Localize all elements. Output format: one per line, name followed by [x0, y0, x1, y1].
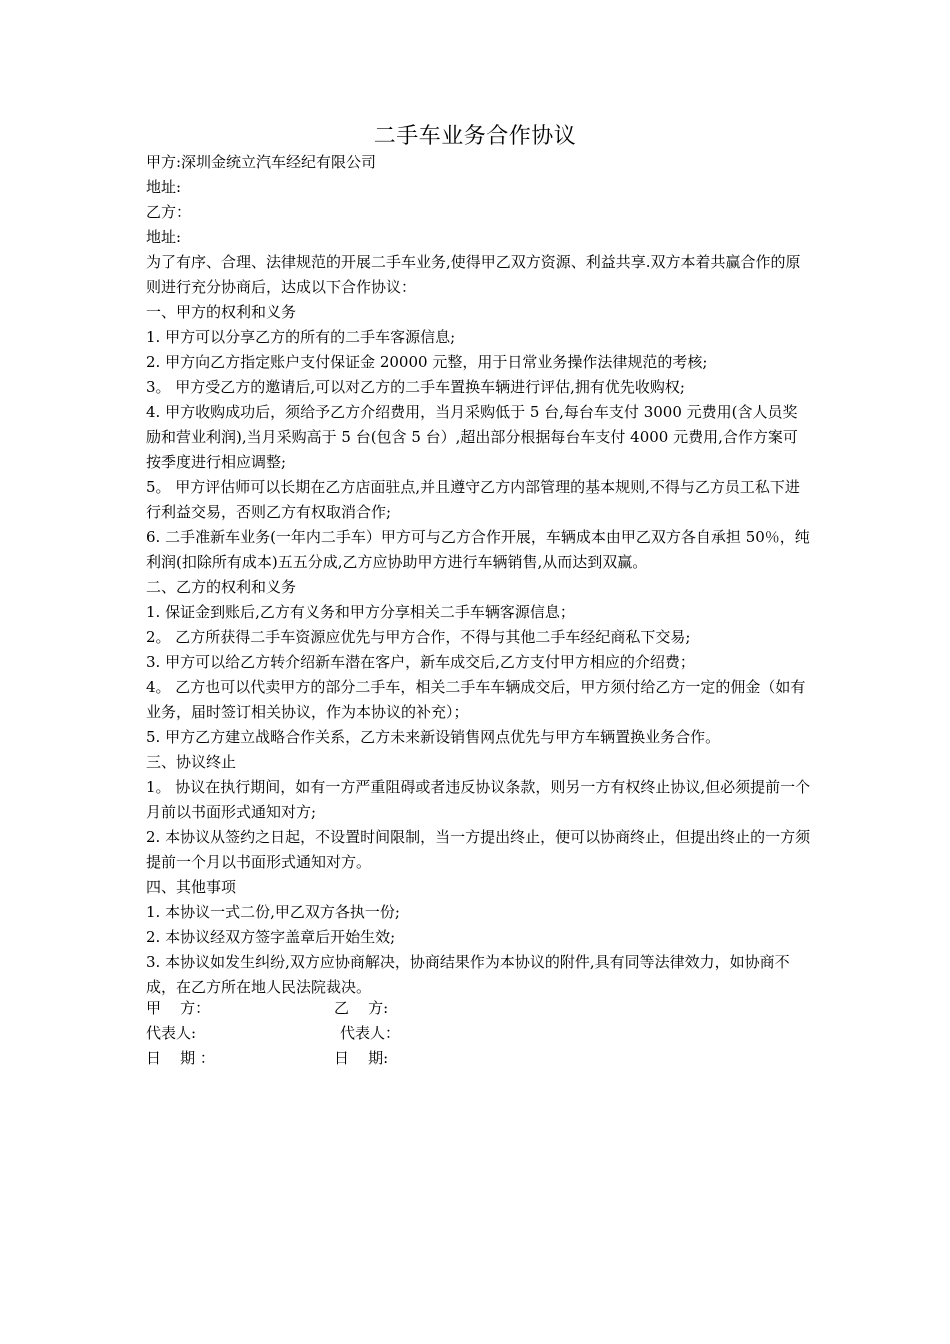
section-heading: 三、协议终止 — [146, 753, 237, 771]
party-a-address-line: 地址: — [146, 178, 182, 196]
document-title: 二手车业务合作协议 — [373, 124, 577, 149]
clause-item: 2. 本协议从签约之日起，不设置时间限制，当一方提出终止，便可以协商终止，但提出终止的一方须提前一个月以书面形式通知对方。 — [146, 828, 811, 871]
clause-item: 1. 保证金到账后,乙方有义务和甲方分享相关二手车辆客源信息； — [146, 603, 575, 621]
clause-item: 4。 乙方也可以代卖甲方的部分二手车，相关二手车车辆成交后，甲方须付给乙方一定的佣金（如有业务，届时签订相关协议，作为本协议的补充）； — [146, 678, 806, 721]
signature-row-representative — [146, 1021, 812, 1046]
party-a-date-label: 日 期 ： — [146, 1049, 215, 1067]
clause-item: 3. 甲方可以给乙方转介绍新车潜在客户，新车成交后,乙方支付甲方相应的介绍费； — [146, 653, 695, 671]
clause-item: 2。 乙方所获得二手车资源应优先与甲方合作，不得与其他二手车经纪商私下交易; — [146, 628, 691, 646]
clause-item: 3。 甲方受乙方的邀请后,可以对乙方的二手车置换车辆进行评估,拥有优先收购权; — [146, 378, 685, 396]
section-heading: 一、甲方的权利和义务 — [146, 303, 297, 321]
party-b-representative-label: 代表人： — [340, 1024, 401, 1042]
signature-row-party — [146, 996, 812, 1021]
clause-item: 4. 甲方收购成功后，须给予乙方介绍费用，当月采购低于 5 台,每台车支付 3000 元费用(含人员奖励和营业利润),当月采购高于 5 台(包含 5 台）,超出部分根据每台车支付 4000 元费用,合作方案可按季度进行相应调整; — [146, 403, 798, 471]
party-b-line: 乙方： — [146, 203, 192, 221]
signature-row-date — [146, 1046, 812, 1071]
party-a-signature-label: 甲 方： — [146, 999, 211, 1017]
clause-item: 1. 本协议一式二份,甲乙双方各执一份; — [146, 903, 400, 921]
clause-item: 2. 甲方向乙方指定账户支付保证金 20000 元整，用于日常业务操作法律规范的考核; — [146, 353, 708, 371]
party-b-date-label: 日 期: — [334, 1049, 389, 1067]
clause-item: 6. 二手准新车业务(一年内二手车）甲方可与乙方合作开展，车辆成本由甲乙双方各自承担 50％，纯利润(扣除所有成本)五五分成,乙方应协助甲方进行车辆销售,从而达到双赢。 — [146, 528, 810, 571]
party-a-representative-label: 代表人: — [146, 1024, 197, 1042]
section-heading: 二、乙方的权利和义务 — [146, 578, 297, 596]
clause-item: 1。 协议在执行期间，如有一方严重阻碍或者违反协议条款，则另一方有权终止协议,但必须提前一个月前以书面形式通知对方; — [146, 778, 811, 821]
section-heading: 四、其他事项 — [146, 878, 237, 896]
party-b-address-line: 地址: — [146, 228, 182, 246]
party-b-signature-label: 乙 方: — [334, 999, 389, 1017]
party-a-line: 甲方:深圳金统立汽车经纪有限公司 — [146, 153, 377, 171]
document-body — [146, 150, 812, 1000]
clause-item: 5. 甲方乙方建立战略合作关系，乙方未来新设销售网点优先与甲方车辆置换业务合作。 — [146, 728, 721, 746]
clause-item: 5。 甲方评估师可以长期在乙方店面驻点,并且遵守乙方内部管理的基本规则,不得与乙方员工私下进行利益交易，否则乙方有权取消合作; — [146, 478, 800, 521]
clause-item: 1. 甲方可以分享乙方的所有的二手车客源信息; — [146, 328, 456, 346]
preamble-paragraph: 为了有序、合理、法律规范的开展二手车业务,使得甲乙双方资源、利益共享.双方本着共赢合作的原则进行充分协商后，达成以下合作协议： — [146, 253, 801, 296]
clause-item: 3. 本协议如发生纠纷,双方应协商解决，协商结果作为本协议的附件,具有同等法律效力，如协商不成，在乙方所在地人民法院裁决。 — [146, 953, 790, 996]
clause-item: 2. 本协议经双方签字盖章后开始生效; — [146, 928, 396, 946]
signature-block — [146, 996, 812, 1071]
